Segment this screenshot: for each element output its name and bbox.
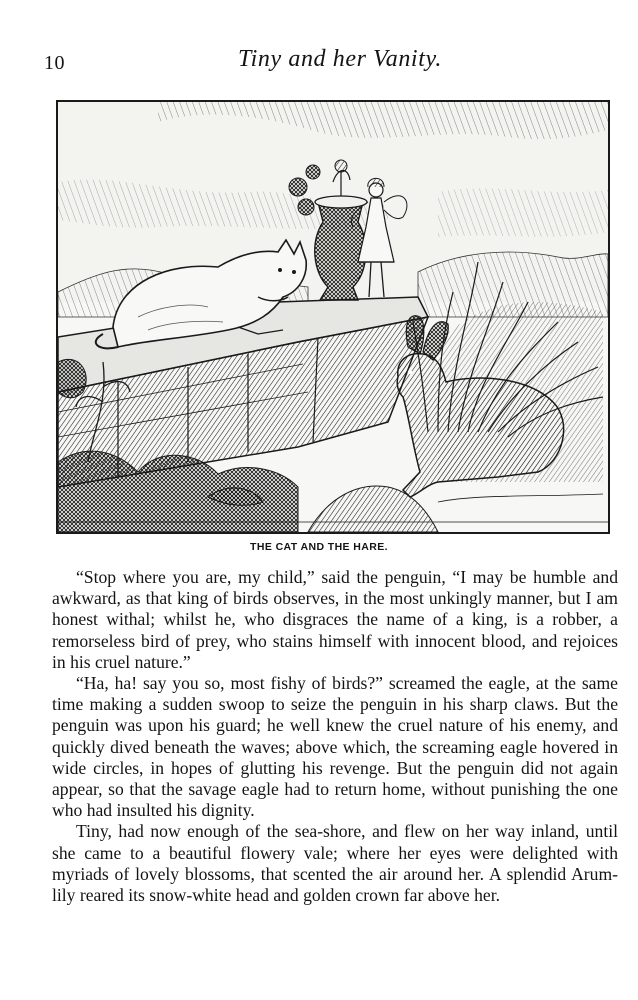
engraving-illustration bbox=[56, 100, 610, 534]
running-title: Tiny and her Vanity. bbox=[238, 46, 442, 72]
page-number: 10 bbox=[44, 52, 65, 74]
paragraph: “Ha, ha! say you so, most fishy of birds?” screamed the eagle, at the same time making a sudden swoop to seize the penguin in his sharp claws. But the penguin was upon his guard; he well knew the cruel nature of his enemy, and quickly dived beneath the waves; above which, the screaming eagle hovered in wide circles, in hopes of glutting his revenge. But the penguin did not again appear, so that the savage eagle had to return home, without punishing the one who had insulted his dignity. bbox=[52, 673, 618, 821]
body-text bbox=[52, 567, 618, 906]
illustration-caption: THE CAT AND THE HARE. bbox=[250, 541, 388, 553]
paragraph: “Stop where you are, my child,” said the penguin, “I may be humble and awkward, as that king of birds observes, in the most unkingly manner, but I am honest withal; whilst he, who disgraces the name of a king, is a robber, a remorseless bird of prey, who stains himself with innocent blood, and rejoices in his cruel nature.” bbox=[52, 567, 618, 672]
paragraph: Tiny, had now enough of the sea-shore, and flew on her way inland, until she came to a beautiful flowery vale; where her eyes were delighted with myriads of lovely blossoms, that scented the air around her. A splendid Arum-lily reared its snow-white head and golden crown far above her. bbox=[52, 821, 618, 906]
